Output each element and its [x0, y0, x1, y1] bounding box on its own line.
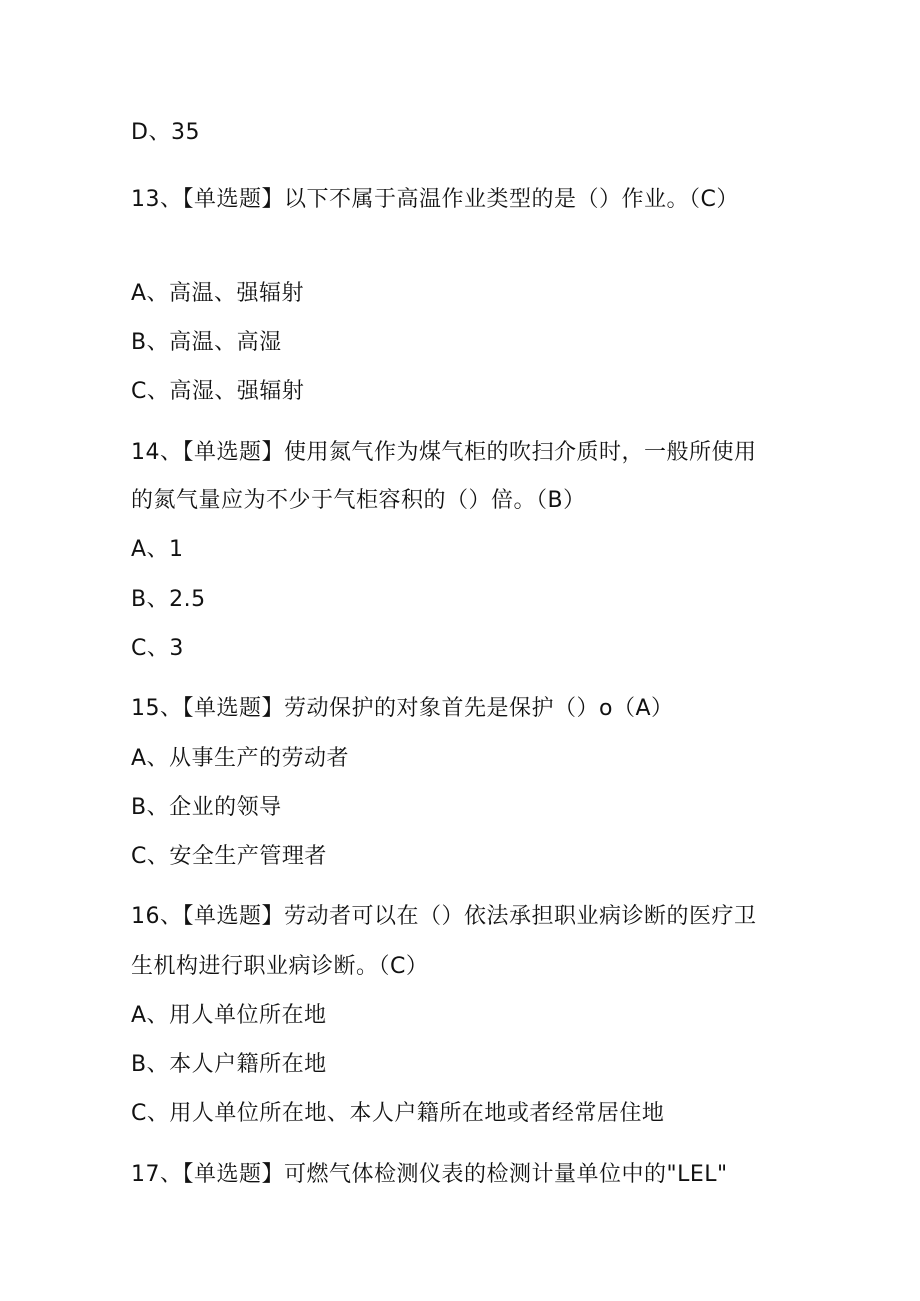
option-b-q13: B、高温、高湿 — [131, 330, 282, 355]
question-17-line-1: 17、【单选题】可燃气体检测仪表的检测计量单位中的"LEL" — [131, 1162, 728, 1187]
option-b-q14: B、2.5 — [131, 587, 206, 612]
option-d-q12: D、35 — [131, 120, 200, 145]
option-b-q15: B、企业的领导 — [131, 795, 282, 820]
option-a-q16: A、用人单位所在地 — [131, 1003, 327, 1028]
question-14-line-2: 的氮气量应为不少于气柜容积的（）倍。（B） — [131, 488, 586, 513]
option-c-q14: C、3 — [131, 636, 184, 661]
question-14-line-1: 14、【单选题】使用氮气作为煤气柜的吹扫介质时，一般所使用 — [131, 440, 757, 465]
option-c-q13: C、高湿、强辐射 — [131, 379, 305, 404]
option-a-q13: A、高温、强辐射 — [131, 281, 305, 306]
option-a-q15: A、从事生产的劳动者 — [131, 746, 350, 771]
option-c-q16: C、用人单位所在地、本人户籍所在地或者经常居住地 — [131, 1101, 665, 1126]
option-c-q15: C、安全生产管理者 — [131, 844, 327, 869]
question-16-line-1: 16、【单选题】劳动者可以在（）依法承担职业病诊断的医疗卫 — [131, 904, 757, 929]
question-15: 15、【单选题】劳动保护的对象首先是保护（）o（A） — [131, 696, 674, 721]
question-16-line-2: 生机构进行职业病诊断。（C） — [131, 954, 429, 979]
option-b-q16: B、本人户籍所在地 — [131, 1052, 327, 1077]
question-13: 13、【单选题】以下不属于高温作业类型的是（）作业。（C） — [131, 187, 739, 212]
option-a-q14: A、1 — [131, 537, 184, 562]
